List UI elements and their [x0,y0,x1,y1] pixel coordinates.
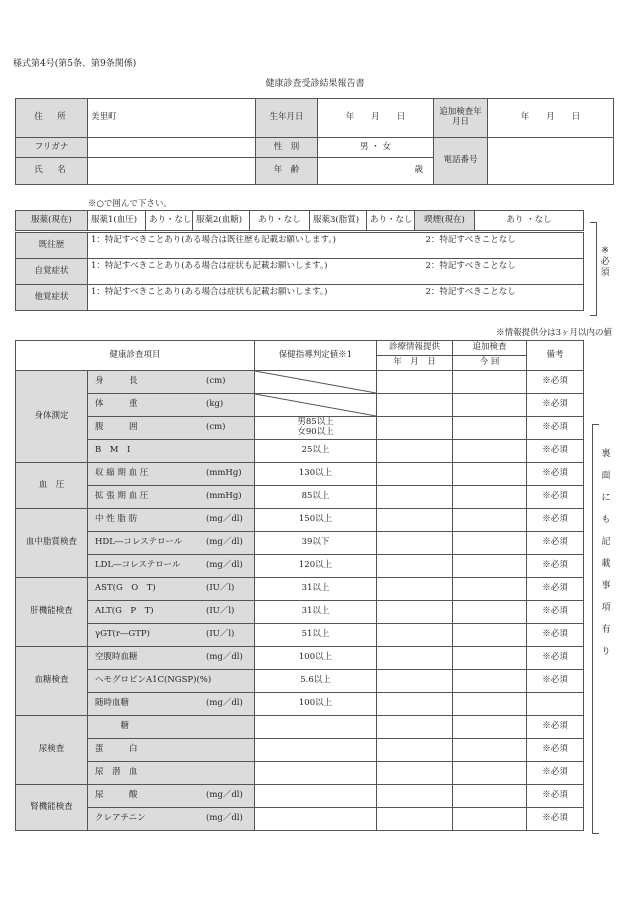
med1-label: 服薬1(血圧) [88,211,146,231]
objective-label: 他覚症状 [16,285,88,311]
exam-item [88,647,255,670]
exam-item [88,808,255,831]
extra-value-field[interactable] [453,601,527,624]
threshold-value [255,739,377,762]
threshold-value: 51以上 [255,624,377,647]
vertical-char: も [601,515,611,525]
address-label: 住 所 [16,99,88,138]
history-options[interactable] [88,233,584,259]
vertical-char: ※ [601,246,609,256]
remark-value: ※必須 [527,601,584,624]
vertical-char: 面 [601,471,611,481]
name-field[interactable] [88,158,256,185]
exam-row [16,601,584,624]
remark-value: ※必須 [527,417,584,440]
extra-value-field[interactable] [453,555,527,578]
exam-group-label: 血中脂質検査 [16,509,88,578]
exam-item-name: 身 長 [95,376,138,387]
extra-value-field[interactable] [453,509,527,532]
exam-group-label: 血 圧 [16,463,88,509]
threshold-value: 31以上 [255,601,377,624]
required-side-note [600,247,610,280]
info-value-field[interactable] [377,670,453,693]
exam-item-unit: (mmHg) [206,468,242,478]
remark-value: ※必須 [527,486,584,509]
furigana-label: フリガナ [16,138,88,158]
exam-item [88,716,255,739]
vertical-char: 事 [601,581,611,591]
exam-item-unit: (mg／dl) [206,537,243,547]
page-title: 健康診査受診結果報告書 [265,79,365,89]
exam-group-label: 肝機能検査 [16,578,88,647]
exam-item-name: LDL―コレステロール [95,560,181,571]
vertical-char: 有 [601,625,611,635]
exam-item-header: 健康診査項目 [16,341,255,371]
exam-item-name: 蛋 白 [95,744,138,755]
exam-row [16,509,584,532]
extra-exam-date-label: 追加検査年月日 [434,99,488,138]
info-value-field[interactable] [377,624,453,647]
medication-label: 服薬(現在) [16,211,88,231]
exam-item [88,394,255,417]
exam-results-table [15,340,584,831]
vertical-char: 必 [600,257,610,267]
med1-choice[interactable]: あり・なし [146,211,193,231]
exam-group-label: 血糖検査 [16,647,88,716]
exam-row [16,440,584,463]
birthdate-label: 生年月日 [256,99,318,138]
phone-field[interactable] [488,138,614,185]
exam-item [88,693,255,716]
extra-value-field[interactable] [453,808,527,831]
exam-item-name: HDL―コレステロール [95,537,183,548]
exam-item-unit: (mg／dl) [206,698,243,708]
exam-item-name: 随時血糖 [95,698,130,709]
threshold-value [255,716,377,739]
threshold-value: 150以上 [255,509,377,532]
info-value-field[interactable] [377,417,453,440]
med2-label: 服薬2(血糖) [193,211,250,231]
extra-value-field[interactable] [453,716,527,739]
exam-group-label: 腎機能検査 [16,785,88,831]
history-label: 既往歴 [16,233,88,259]
exam-row [16,716,584,739]
threshold-value [255,808,377,831]
remark-value: ※必須 [527,762,584,785]
address-field[interactable]: 美里町 [88,99,256,138]
exam-item-unit: (mmHg) [206,491,242,501]
extra-value-field[interactable] [453,532,527,555]
exam-item-unit: (IU／l) [206,629,235,639]
required-bracket [590,222,597,316]
vertical-char: 載 [601,559,611,569]
remark-value: ※必須 [527,371,584,394]
exam-item-name: ALT(G P T) [95,606,154,617]
info-header: 診療情報提供 [377,341,453,356]
remarks-header: 備考 [527,341,584,371]
exam-item-name: 中 性 脂 肪 [95,514,138,525]
exam-item [88,670,255,693]
extra-exam-header: 追加検査 [453,341,527,356]
remark-value: ※必須 [527,647,584,670]
back-note [600,450,612,670]
exam-item-unit: (mg／dl) [206,514,243,524]
remark-value: ※必須 [527,716,584,739]
age-field[interactable] [318,158,434,185]
info-value-field[interactable] [377,532,453,555]
sex-label: 性 別 [256,138,318,158]
birthdate-field[interactable]: 年 月 日 [318,99,434,138]
threshold-value: 130以上 [255,463,377,486]
exam-row [16,555,584,578]
vertical-char: 項 [601,603,611,613]
objective-opt2: 2：特記すべきことなし [425,287,516,297]
exam-item-name: 尿 酸 [95,790,138,801]
exam-group-label: 身体測定 [16,371,88,463]
threshold-value: 100以上 [255,647,377,670]
exam-row [16,808,584,831]
exam-item [88,509,255,532]
threshold-value: 120以上 [255,555,377,578]
diagonal-line [255,394,376,416]
threshold-value: 85以上 [255,486,377,509]
threshold-value: 31以上 [255,578,377,601]
exam-item-name: 拡 張 期 血 圧 [95,491,149,502]
extra-exam-date-field[interactable]: 年 月 日 [488,99,614,138]
threshold-value: 39以下 [255,532,377,555]
exam-item-unit: (mg／dl) [206,652,243,662]
sex-choice[interactable]: 男 ・ 女 [318,138,434,158]
exam-item-name: 尿 潜 血 [95,767,138,778]
exam-item-unit: (mg／dl) [206,790,243,800]
exam-item [88,463,255,486]
vertical-char: り [601,647,611,657]
info-value-field[interactable] [377,785,453,808]
info-value-field[interactable] [377,578,453,601]
exam-item [88,739,255,762]
med3-label: 服薬3(脂質) [310,211,367,231]
extra-value-field[interactable] [453,693,527,716]
subjective-label: 自覚症状 [16,259,88,285]
extra-value-field[interactable] [453,440,527,463]
remark-value: ※必須 [527,440,584,463]
remark-value: ※必須 [527,578,584,601]
threshold-value: 5.6以上 [255,670,377,693]
info-value-field[interactable] [377,509,453,532]
threshold-value [255,785,377,808]
exam-row [16,417,584,440]
remark-value: ※必須 [527,624,584,647]
info-value-field[interactable] [377,555,453,578]
exam-row [16,693,584,716]
name-label: 氏 名 [16,158,88,185]
exam-item-unit: (cm) [206,422,226,432]
history-opt2: 2：特記すべきことなし [425,235,516,245]
exam-item-name: 収 縮 期 血 圧 [95,468,149,479]
subjective-options[interactable] [88,259,584,285]
smoking-choice[interactable]: あり ・なし [475,211,584,231]
exam-row [16,647,584,670]
exam-row [16,463,584,486]
extra-value-field[interactable] [453,785,527,808]
age-label: 年 齢 [256,158,318,185]
exam-item [88,486,255,509]
threshold-header: 保健指導判定値※1 [255,341,377,371]
extra-value-field[interactable] [453,762,527,785]
info-value-field[interactable] [377,440,453,463]
remark-value: ※必須 [527,555,584,578]
exam-item-name: B M I [95,445,131,456]
back-note-bracket [592,424,599,834]
remark-value: ※必須 [527,463,584,486]
exam-row [16,762,584,785]
exam-row [16,394,584,417]
threshold-value: 100以上 [255,693,377,716]
info-value-field[interactable] [377,762,453,785]
remark-value: ※必須 [527,532,584,555]
exam-item-name: 糖 [95,721,130,732]
threshold-value: 25以上 [255,440,377,463]
extra-value-field[interactable] [453,371,527,394]
extra-this-time-subheader: 今 回 [453,356,527,371]
vertical-char: 須 [600,268,610,278]
remark-value: ※必須 [527,509,584,532]
info-value-field[interactable] [377,739,453,762]
objective-opt1: 1：特記すべきことあり(ある場合は症状も記載お願いします。) [91,287,328,297]
info-value-field[interactable] [377,394,453,417]
info-value-field[interactable] [377,716,453,739]
diagonal-slash [255,371,376,393]
exam-item-unit: (cm) [206,376,226,386]
exam-item-unit: (kg) [206,399,224,409]
exam-item-unit: (IU／l) [206,606,235,616]
info-value-field[interactable] [377,808,453,831]
remark-value: ※必須 [527,785,584,808]
remark-value: ※必須 [527,808,584,831]
info-value-field[interactable] [377,463,453,486]
diagonal-line [255,371,376,393]
diagonal-slash [255,394,376,416]
exam-item-name: γGT(r―GTP) [95,629,150,640]
exam-row [16,624,584,647]
info-value-field[interactable] [377,647,453,670]
exam-item-unit: (IU／l) [206,583,235,593]
threshold-value [255,394,377,417]
exam-row [16,578,584,601]
extra-value-field[interactable] [453,463,527,486]
smoking-label: 喫煙(現在) [415,211,475,231]
info-value-field[interactable] [377,486,453,509]
medication-table [15,210,584,231]
info-date-subheader: 年 月 日 [377,356,453,371]
extra-value-field[interactable] [453,624,527,647]
info-value-field[interactable] [377,371,453,394]
exam-item [88,785,255,808]
exam-item-name: 腹 囲 [95,422,138,433]
exam-item-name: クレアチニン [95,813,146,824]
remark-value: ※必須 [527,670,584,693]
extra-value-field[interactable] [453,578,527,601]
personal-info-table [15,98,614,185]
history-table [15,232,584,311]
exam-row [16,486,584,509]
exam-item [88,532,255,555]
extra-value-field[interactable] [453,670,527,693]
info-value-field[interactable] [377,693,453,716]
threshold-value: 男85以上 女90以上 [255,417,377,440]
objective-options[interactable] [88,285,584,311]
vertical-char: 記 [601,537,611,547]
threshold-value [255,762,377,785]
exam-row [16,739,584,762]
exam-item [88,440,255,463]
extra-value-field[interactable] [453,647,527,670]
med2-choice[interactable]: あり・なし [250,211,310,231]
info-value-field[interactable] [377,601,453,624]
exam-item [88,624,255,647]
extra-value-field[interactable] [453,739,527,762]
subjective-opt1: 1：特記すべきことあり(ある場合は症状も記載お願いします。) [91,261,328,271]
exam-group-label: 尿検査 [16,716,88,785]
form-reference: 様式第4号(第5条、第9条関係) [13,59,137,69]
exam-item-name: AST(G O T) [95,583,156,594]
exam-row [16,670,584,693]
exam-item-name: 体 重 [95,399,138,410]
remark-value [527,693,584,716]
furigana-field[interactable] [88,138,256,158]
exam-item [88,417,255,440]
exam-item-unit: (mg／dl) [206,813,243,823]
exam-row [16,371,584,394]
history-opt1: 1：特記すべきことあり(ある場合は既往歴も記載お願いします。) [91,235,336,245]
phone-label: 電話番号 [434,138,488,185]
circle-instruction: ※○で囲んで下さい。 [88,199,172,209]
subjective-opt2: 2：特記すべきことなし [425,261,516,271]
vertical-char: に [601,493,611,503]
exam-item [88,601,255,624]
age-unit: 歳 [414,165,423,176]
extra-value-field[interactable] [453,486,527,509]
exam-row [16,532,584,555]
exam-item [88,371,255,394]
extra-value-field[interactable] [453,417,527,440]
extra-value-field[interactable] [453,394,527,417]
exam-item [88,762,255,785]
exam-item [88,555,255,578]
info-period-note: ※情報提供分は3ヶ月以内の値 [496,328,612,338]
vertical-char: 裏 [601,449,611,459]
exam-row [16,785,584,808]
remark-value: ※必須 [527,394,584,417]
exam-item-unit: (mg／dl) [206,560,243,570]
exam-item-name: ヘモグロビンA1C(NGSP)(%) [95,675,212,686]
exam-item [88,578,255,601]
med3-choice[interactable]: あり・なし [367,211,415,231]
threshold-value [255,371,377,394]
exam-item-name: 空腹時血糖 [95,652,138,663]
remark-value: ※必須 [527,739,584,762]
